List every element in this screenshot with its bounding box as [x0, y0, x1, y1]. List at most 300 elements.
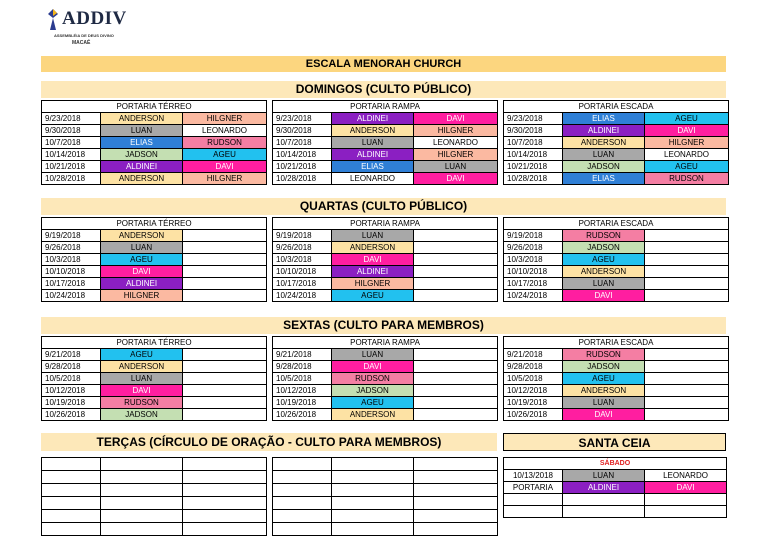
volunteer-cell — [183, 266, 267, 278]
table-row — [504, 242, 729, 254]
volunteer-cell: DAVI — [101, 385, 183, 397]
date-cell: 10/28/2018 — [42, 173, 101, 185]
empty-row — [273, 458, 498, 471]
volunteer-cell: ANDERSON — [101, 230, 183, 242]
table-row — [42, 278, 267, 290]
empty-cell — [183, 484, 267, 497]
date-cell: 10/26/2018 — [273, 409, 332, 421]
table-header-row — [273, 218, 498, 230]
schedule-table — [272, 217, 498, 302]
table-row — [273, 266, 498, 278]
date-cell: 10/13/2018 — [504, 470, 563, 482]
date-cell: 9/21/2018 — [273, 349, 332, 361]
santa-ceia-day-row — [504, 458, 727, 470]
date-cell: 9/26/2018 — [273, 242, 332, 254]
table-row — [504, 137, 729, 149]
volunteer-cell: LUAN — [101, 373, 183, 385]
empty-cell — [101, 510, 183, 523]
table-row — [504, 361, 729, 373]
volunteer-cell: DAVI — [645, 125, 729, 137]
table-row — [273, 173, 498, 185]
empty-row — [42, 458, 267, 471]
schedule-table — [503, 100, 729, 185]
volunteer-cell: DAVI — [414, 173, 498, 185]
volunteer-cell: JADSON — [563, 161, 645, 173]
empty-cell — [414, 458, 498, 471]
church-logo-icon — [44, 8, 62, 32]
table-row — [42, 361, 267, 373]
empty-cell — [504, 506, 563, 518]
empty-cell — [332, 497, 414, 510]
volunteer-cell: ALDINEI — [332, 266, 414, 278]
table-row — [273, 361, 498, 373]
volunteer-cell: DAVI — [414, 113, 498, 125]
volunteer-cell: ALDINEI — [101, 278, 183, 290]
empty-row — [273, 510, 498, 523]
volunteer-cell — [414, 397, 498, 409]
volunteer-cell — [183, 373, 267, 385]
table-row — [504, 230, 729, 242]
volunteer-cell: ALDINEI — [332, 149, 414, 161]
empty-row — [504, 494, 727, 506]
empty-row — [504, 506, 727, 518]
date-cell: 10/17/2018 — [273, 278, 332, 290]
date-cell: 10/24/2018 — [273, 290, 332, 302]
volunteer-cell — [414, 242, 498, 254]
addiv-logo — [40, 6, 150, 46]
tercas-table-1 — [41, 457, 267, 536]
table-row — [504, 125, 729, 137]
date-cell: 9/23/2018 — [273, 113, 332, 125]
empty-cell — [273, 523, 332, 536]
volunteer-cell: ALDINEI — [101, 161, 183, 173]
table-row — [504, 161, 729, 173]
page-title: ESCALA MENORAH CHURCH — [41, 56, 726, 72]
date-cell: 10/10/2018 — [504, 266, 563, 278]
volunteer-cell: LUAN — [101, 242, 183, 254]
date-cell: PORTARIA — [504, 482, 563, 494]
volunteer-cell: ALDINEI — [332, 113, 414, 125]
logo-city: MACAÉ — [72, 40, 91, 46]
volunteer-cell: LEONARDO — [183, 125, 267, 137]
empty-row — [273, 497, 498, 510]
volunteer-cell: LUAN — [563, 397, 645, 409]
table-row — [504, 173, 729, 185]
section-title: QUARTAS (CULTO PÚBLICO) — [41, 198, 726, 215]
empty-cell — [183, 497, 267, 510]
volunteer-cell: HILGNER — [101, 290, 183, 302]
schedule-table — [272, 336, 498, 421]
date-cell: 9/23/2018 — [42, 113, 101, 125]
schedule-table — [41, 100, 267, 185]
date-cell: 9/19/2018 — [504, 230, 563, 242]
table-row — [504, 385, 729, 397]
section-title: SEXTAS (CULTO PARA MEMBROS) — [41, 317, 726, 334]
volunteer-cell: AGEU — [645, 161, 729, 173]
volunteer-cell: JADSON — [101, 409, 183, 421]
volunteer-cell — [645, 278, 729, 290]
date-cell: 10/19/2018 — [273, 397, 332, 409]
table-header: PORTARIA ESCADA — [504, 337, 729, 349]
empty-cell — [273, 510, 332, 523]
volunteer-cell: ELIAS — [101, 137, 183, 149]
table-row — [42, 385, 267, 397]
table-header: PORTARIA ESCADA — [504, 218, 729, 230]
table-header-row — [273, 101, 498, 113]
empty-row — [42, 510, 267, 523]
empty-cell — [273, 497, 332, 510]
table-row — [504, 113, 729, 125]
santa-ceia-table — [503, 457, 727, 518]
volunteer-cell: AGEU — [332, 397, 414, 409]
empty-cell — [414, 523, 498, 536]
empty-row — [273, 484, 498, 497]
volunteer-cell — [183, 385, 267, 397]
table-row — [504, 149, 729, 161]
volunteer-cell — [645, 361, 729, 373]
volunteer-cell — [414, 230, 498, 242]
date-cell: 10/24/2018 — [504, 290, 563, 302]
table-row — [42, 373, 267, 385]
volunteer-cell: ELIAS — [332, 161, 414, 173]
schedule-table — [272, 100, 498, 185]
empty-cell — [42, 523, 101, 536]
volunteer-cell: LEONARDO — [645, 149, 729, 161]
date-cell: 10/17/2018 — [504, 278, 563, 290]
volunteer-cell: ANDERSON — [101, 113, 183, 125]
date-cell: 10/21/2018 — [273, 161, 332, 173]
volunteer-cell — [645, 373, 729, 385]
table-header: PORTARIA RAMPA — [273, 218, 498, 230]
volunteer-cell: ALDINEI — [563, 125, 645, 137]
volunteer-cell — [183, 397, 267, 409]
volunteer-cell: HILGNER — [414, 125, 498, 137]
empty-cell — [101, 458, 183, 471]
logo-title: ADDIV — [62, 8, 127, 29]
date-cell: 9/30/2018 — [504, 125, 563, 137]
table-row — [273, 254, 498, 266]
volunteer-cell — [183, 278, 267, 290]
table-header: PORTARIA RAMPA — [273, 101, 498, 113]
date-cell: 10/12/2018 — [273, 385, 332, 397]
schedule-table — [41, 217, 267, 302]
date-cell: 9/23/2018 — [504, 113, 563, 125]
table-header: PORTARIA TÉRREO — [42, 101, 267, 113]
table-header-row — [42, 218, 267, 230]
empty-cell — [332, 458, 414, 471]
empty-cell — [101, 484, 183, 497]
empty-cell — [273, 471, 332, 484]
empty-cell — [332, 471, 414, 484]
date-cell: 10/21/2018 — [42, 161, 101, 173]
volunteer-cell — [414, 254, 498, 266]
volunteer-cell: RUDSON — [332, 373, 414, 385]
table-header: PORTARIA ESCADA — [504, 101, 729, 113]
table-row — [273, 385, 498, 397]
logo-subtitle: ASSEMBLÉIA DE DEUS DIVINO — [54, 33, 114, 38]
table-header-row — [504, 101, 729, 113]
empty-cell — [101, 471, 183, 484]
volunteer-cell: ANDERSON — [563, 385, 645, 397]
table-row — [42, 137, 267, 149]
volunteer-cell — [414, 266, 498, 278]
table-row — [504, 290, 729, 302]
volunteer-cell — [414, 278, 498, 290]
volunteer-cell: AGEU — [645, 113, 729, 125]
table-header-row — [504, 218, 729, 230]
volunteer-cell — [414, 361, 498, 373]
volunteer-cell: AGEU — [563, 373, 645, 385]
table-row — [273, 125, 498, 137]
santa-ceia-day: SÁBADO — [504, 458, 727, 470]
table-row — [273, 242, 498, 254]
volunteer-cell: LUAN — [332, 230, 414, 242]
date-cell: 9/26/2018 — [504, 242, 563, 254]
volunteer-cell: LEONARDO — [332, 173, 414, 185]
empty-row — [42, 497, 267, 510]
section-title: DOMINGOS (CULTO PÚBLICO) — [41, 81, 726, 98]
table-row — [504, 409, 729, 421]
volunteer-cell: ELIAS — [563, 113, 645, 125]
volunteer-cell — [414, 409, 498, 421]
empty-row — [42, 471, 267, 484]
table-header: PORTARIA RAMPA — [273, 337, 498, 349]
volunteer-cell: ANDERSON — [332, 409, 414, 421]
empty-cell — [42, 458, 101, 471]
table-header: PORTARIA TÉRREO — [42, 218, 267, 230]
volunteer-cell — [645, 397, 729, 409]
volunteer-cell: RUDSON — [101, 397, 183, 409]
volunteer-cell: LUAN — [563, 278, 645, 290]
table-row — [273, 409, 498, 421]
volunteer-cell: DAVI — [332, 361, 414, 373]
table-row — [273, 137, 498, 149]
volunteer-cell — [645, 266, 729, 278]
volunteer-cell: AGEU — [332, 290, 414, 302]
table-row — [273, 290, 498, 302]
date-cell: 10/26/2018 — [42, 409, 101, 421]
empty-cell — [332, 484, 414, 497]
date-cell: 10/7/2018 — [504, 137, 563, 149]
empty-row — [42, 484, 267, 497]
table-row — [273, 230, 498, 242]
volunteer-cell — [183, 230, 267, 242]
table-row — [42, 230, 267, 242]
volunteer-cell: ELIAS — [563, 173, 645, 185]
volunteer-cell: LUAN — [332, 137, 414, 149]
date-cell: 9/28/2018 — [42, 361, 101, 373]
table-row — [42, 397, 267, 409]
empty-cell — [504, 494, 563, 506]
volunteer-cell — [645, 385, 729, 397]
table-row — [42, 161, 267, 173]
date-cell: 10/14/2018 — [273, 149, 332, 161]
volunteer-cell: AGEU — [563, 254, 645, 266]
empty-cell — [42, 510, 101, 523]
empty-cell — [332, 523, 414, 536]
date-cell: 10/28/2018 — [273, 173, 332, 185]
table-row — [42, 113, 267, 125]
empty-cell — [645, 494, 727, 506]
table-row — [273, 149, 498, 161]
date-cell: 9/19/2018 — [273, 230, 332, 242]
date-cell: 10/3/2018 — [504, 254, 563, 266]
empty-cell — [332, 510, 414, 523]
date-cell: 10/10/2018 — [273, 266, 332, 278]
date-cell: 10/7/2018 — [273, 137, 332, 149]
empty-cell — [645, 506, 727, 518]
volunteer-cell: DAVI — [183, 161, 267, 173]
date-cell: 9/28/2018 — [273, 361, 332, 373]
volunteer-cell: ALDINEI — [563, 482, 645, 494]
volunteer-cell: HILGNER — [645, 137, 729, 149]
table-row — [273, 373, 498, 385]
volunteer-cell — [183, 409, 267, 421]
date-cell: 9/30/2018 — [42, 125, 101, 137]
volunteer-cell — [183, 242, 267, 254]
date-cell: 10/28/2018 — [504, 173, 563, 185]
volunteer-cell: ANDERSON — [101, 361, 183, 373]
volunteer-cell — [414, 385, 498, 397]
volunteer-cell: HILGNER — [332, 278, 414, 290]
table-row — [504, 278, 729, 290]
volunteer-cell: AGEU — [101, 254, 183, 266]
volunteer-cell — [645, 230, 729, 242]
volunteer-cell: ANDERSON — [332, 125, 414, 137]
empty-cell — [101, 497, 183, 510]
empty-cell — [183, 523, 267, 536]
date-cell: 10/7/2018 — [42, 137, 101, 149]
empty-cell — [414, 497, 498, 510]
volunteer-cell: ANDERSON — [563, 266, 645, 278]
empty-cell — [42, 471, 101, 484]
empty-cell — [183, 458, 267, 471]
date-cell: 10/12/2018 — [42, 385, 101, 397]
volunteer-cell: HILGNER — [414, 149, 498, 161]
date-cell: 10/14/2018 — [42, 149, 101, 161]
date-cell: 10/5/2018 — [504, 373, 563, 385]
empty-cell — [42, 484, 101, 497]
volunteer-cell: HILGNER — [183, 113, 267, 125]
date-cell: 10/5/2018 — [42, 373, 101, 385]
table-row — [504, 397, 729, 409]
volunteer-cell: RUDSON — [563, 349, 645, 361]
volunteer-cell: LUAN — [563, 470, 645, 482]
date-cell: 10/14/2018 — [504, 149, 563, 161]
table-header-row — [42, 337, 267, 349]
empty-row — [42, 523, 267, 536]
table-row — [42, 173, 267, 185]
empty-row — [273, 471, 498, 484]
date-cell: 10/19/2018 — [42, 397, 101, 409]
table-row — [42, 254, 267, 266]
date-cell: 10/12/2018 — [504, 385, 563, 397]
table-row — [504, 373, 729, 385]
date-cell: 10/3/2018 — [273, 254, 332, 266]
table-header: PORTARIA TÉRREO — [42, 337, 267, 349]
table-header-row — [42, 101, 267, 113]
volunteer-cell: LUAN — [563, 149, 645, 161]
table-row — [504, 254, 729, 266]
volunteer-cell: ANDERSON — [563, 137, 645, 149]
volunteer-cell: LEONARDO — [414, 137, 498, 149]
table-row — [273, 161, 498, 173]
empty-cell — [563, 506, 645, 518]
empty-cell — [414, 484, 498, 497]
table-row — [273, 113, 498, 125]
date-cell: 9/21/2018 — [504, 349, 563, 361]
volunteer-cell — [414, 349, 498, 361]
date-cell: 9/19/2018 — [42, 230, 101, 242]
empty-cell — [414, 471, 498, 484]
volunteer-cell — [183, 290, 267, 302]
table-header-row — [273, 337, 498, 349]
empty-cell — [273, 458, 332, 471]
table-row — [42, 290, 267, 302]
volunteer-cell: LEONARDO — [645, 470, 727, 482]
volunteer-cell: DAVI — [563, 290, 645, 302]
date-cell: 10/24/2018 — [42, 290, 101, 302]
santa-ceia-title: SANTA CEIA — [503, 433, 726, 451]
volunteer-cell — [645, 242, 729, 254]
table-row — [273, 349, 498, 361]
volunteer-cell — [645, 409, 729, 421]
volunteer-cell: RUDSON — [563, 230, 645, 242]
volunteer-cell: DAVI — [645, 482, 727, 494]
table-row — [42, 266, 267, 278]
date-cell: 10/3/2018 — [42, 254, 101, 266]
table-row — [504, 349, 729, 361]
volunteer-cell — [183, 254, 267, 266]
empty-cell — [414, 510, 498, 523]
table-row — [42, 409, 267, 421]
empty-cell — [101, 523, 183, 536]
volunteer-cell — [183, 361, 267, 373]
volunteer-cell: HILGNER — [183, 173, 267, 185]
volunteer-cell: RUDSON — [645, 173, 729, 185]
volunteer-cell: RUDSON — [183, 137, 267, 149]
volunteer-cell: LUAN — [414, 161, 498, 173]
volunteer-cell: AGEU — [101, 349, 183, 361]
date-cell: 9/30/2018 — [273, 125, 332, 137]
santa-ceia-row — [504, 482, 727, 494]
table-row — [42, 242, 267, 254]
date-cell: 10/26/2018 — [504, 409, 563, 421]
volunteer-cell — [645, 290, 729, 302]
volunteer-cell — [183, 349, 267, 361]
empty-cell — [183, 471, 267, 484]
volunteer-cell: JADSON — [563, 242, 645, 254]
volunteer-cell — [645, 349, 729, 361]
table-row — [504, 266, 729, 278]
volunteer-cell: DAVI — [101, 266, 183, 278]
schedule-table — [503, 336, 729, 421]
volunteer-cell: ANDERSON — [101, 173, 183, 185]
date-cell: 9/28/2018 — [504, 361, 563, 373]
table-row — [42, 125, 267, 137]
volunteer-cell: DAVI — [332, 254, 414, 266]
date-cell: 9/26/2018 — [42, 242, 101, 254]
date-cell: 10/19/2018 — [504, 397, 563, 409]
empty-row — [273, 523, 498, 536]
empty-cell — [563, 494, 645, 506]
schedule-table — [503, 217, 729, 302]
volunteer-cell: DAVI — [563, 409, 645, 421]
volunteer-cell: JADSON — [563, 361, 645, 373]
table-header-row — [504, 337, 729, 349]
volunteer-cell: LUAN — [101, 125, 183, 137]
volunteer-cell — [414, 290, 498, 302]
